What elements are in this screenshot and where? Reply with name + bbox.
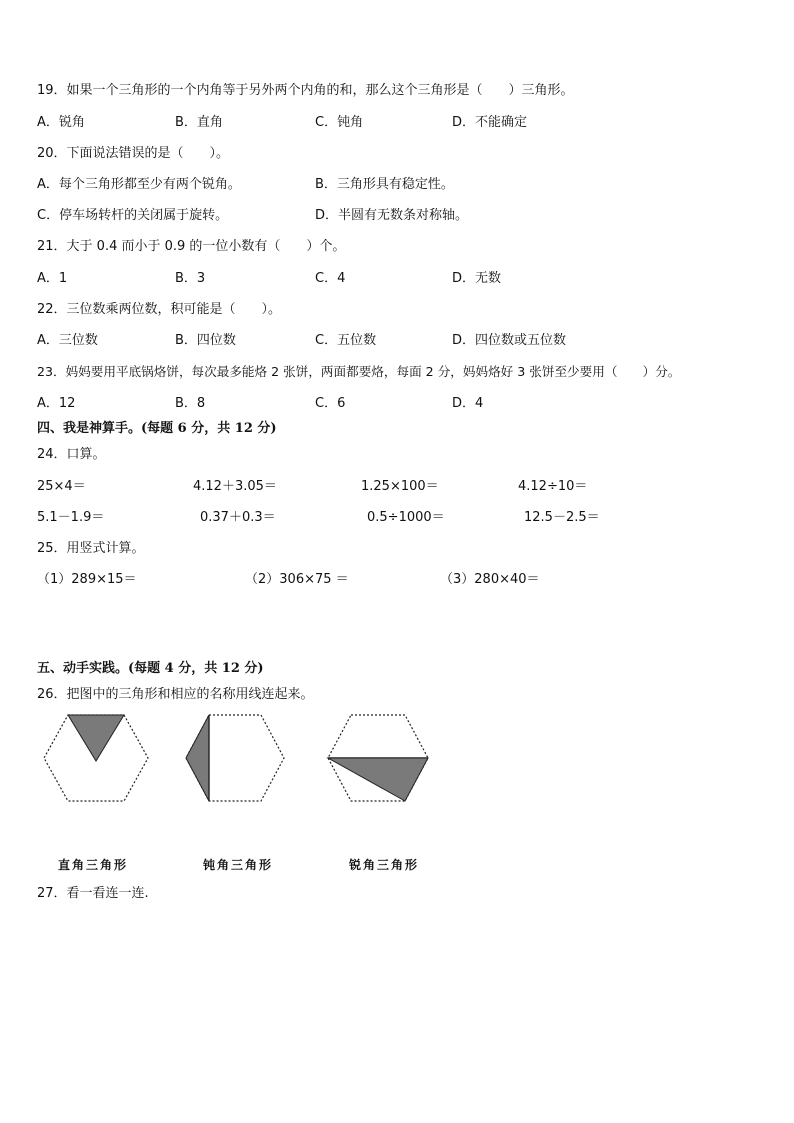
label-acute-triangle: 锐角三角形	[349, 858, 420, 872]
label-right-triangle: 直角三角形	[58, 858, 129, 872]
q24-item-5: 5.1－1.9＝	[37, 510, 105, 525]
q21-option-c: C．4	[315, 271, 346, 286]
q23-option-d: D．4	[452, 396, 484, 411]
q24-item-3: 1.25×100＝	[361, 479, 439, 494]
q20-option-b: B．三角形具有稳定性。	[315, 177, 454, 192]
q20-option-c: C．停车场转杆的关闭属于旋转。	[37, 208, 229, 223]
q21-option-a: A．1	[37, 271, 68, 286]
q19-stem: 19．如果一个三角形的一个内角等于另外两个内角的和，那么这个三角形是（ ）三角形。	[37, 83, 574, 98]
q23-stem: 23．妈妈要用平底锅烙饼，每次最多能烙 2 张饼，两面都要烙，每面 2 分，妈妈烙好 3 张饼至少要用（ ）分。	[37, 364, 681, 379]
label-obtuse-triangle: 钝角三角形	[203, 858, 274, 872]
q21-option-b: B．3	[175, 271, 206, 286]
q22-option-d: D．四位数或五位数	[452, 333, 567, 348]
q24-item-6: 0.37＋0.3＝	[200, 510, 276, 525]
q25-stem: 25．用竖式计算。	[37, 541, 145, 556]
q19-option-d: D．不能确定	[452, 115, 528, 130]
q22-option-b: B．四位数	[175, 333, 236, 348]
q27-stem: 27．看一看连一连.	[37, 886, 149, 901]
section-4-title: 四、我是神算手。(每题 6 分，共 12 分)	[37, 421, 277, 436]
q24-item-2: 4.12＋3.05＝	[193, 479, 277, 494]
hexagon-figure-2	[183, 712, 287, 804]
q21-option-d: D．无数	[452, 271, 502, 286]
q19-option-a: A．锐角	[37, 115, 85, 130]
q24-item-7: 0.5÷1000＝	[367, 510, 445, 525]
q24-item-8: 12.5－2.5＝	[524, 510, 600, 525]
q19-option-c: C．钝角	[315, 115, 364, 130]
q25-item-3: （3）280×40＝	[440, 572, 540, 587]
hexagon-figure-3	[325, 712, 431, 804]
q19-option-b: B．直角	[175, 115, 223, 130]
q23-option-b: B．8	[175, 396, 206, 411]
q20-option-a: A．每个三角形都至少有两个锐角。	[37, 177, 241, 192]
q25-item-1: （1）289×15＝	[37, 572, 137, 587]
q25-item-2: （2）306×75 ＝	[245, 572, 349, 587]
shaded-triangle-2	[186, 715, 209, 801]
q22-stem: 22．三位数乘两位数，积可能是（ ）。	[37, 302, 282, 317]
q22-option-c: C．五位数	[315, 333, 377, 348]
q22-option-a: A．三位数	[37, 333, 98, 348]
q20-option-d: D．半圆有无数条对称轴。	[315, 208, 469, 223]
q21-stem: 21．大于 0.4 而小于 0.9 的一位小数有（ ）个。	[37, 239, 346, 254]
q24-item-4: 4.12÷10＝	[518, 479, 588, 494]
section-5-title: 五、动手实践。(每题 4 分，共 12 分)	[37, 661, 264, 676]
q23-option-c: C．6	[315, 396, 346, 411]
q20-stem: 20．下面说法错误的是（ ）。	[37, 146, 230, 161]
q23-option-a: A．12	[37, 396, 76, 411]
q26-stem: 26．把图中的三角形和相应的名称用线连起来。	[37, 687, 314, 702]
q24-item-1: 25×4＝	[37, 479, 86, 494]
hexagon-figure-1	[40, 712, 152, 804]
q24-stem: 24．口算。	[37, 447, 106, 462]
